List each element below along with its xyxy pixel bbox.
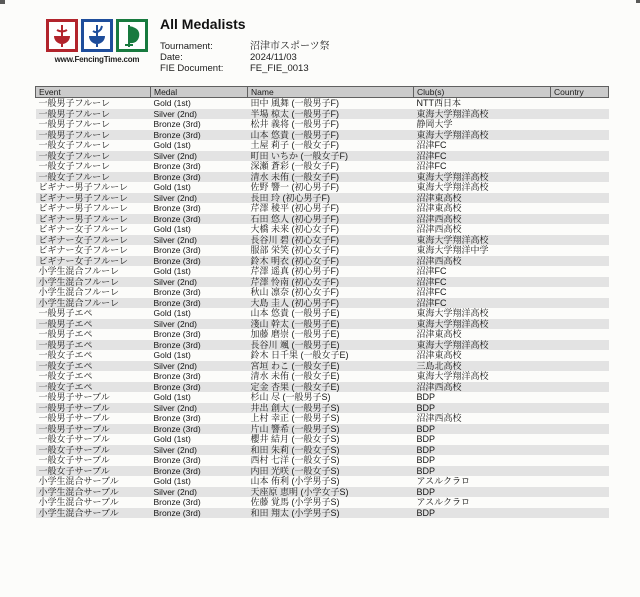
medalists-table-body bbox=[36, 98, 609, 519]
table-cell-name: 土屋 莉子 (一般女子F) bbox=[250, 140, 339, 150]
table-cell-country bbox=[551, 119, 609, 130]
table-cell-medal: Bronze (3rd) bbox=[153, 171, 201, 182]
table-cell-name: 長田 玲 (初心男子F) bbox=[250, 192, 330, 203]
table-cell-country bbox=[551, 224, 609, 235]
foil-mask-icon bbox=[46, 19, 78, 52]
table-cell-medal: Silver (2nd) bbox=[153, 234, 197, 245]
table-cell-event: 一般男子エペ bbox=[38, 329, 93, 339]
table-cell-club: 沼津FC bbox=[416, 276, 447, 287]
table-row bbox=[36, 245, 609, 256]
table-row bbox=[36, 350, 609, 361]
table-cell-medal: Bronze (3rd) bbox=[153, 161, 201, 171]
table-cell-club: BDP bbox=[416, 455, 436, 465]
table-cell-country bbox=[551, 476, 609, 487]
table-cell-medal: Gold (1st) bbox=[153, 140, 191, 150]
table-cell-event: ビギナー女子フルーレ bbox=[38, 224, 128, 234]
table-cell-country bbox=[551, 466, 609, 477]
table-cell-club: 沼津FC bbox=[416, 266, 447, 276]
table-cell-event: 一般男子サーブル bbox=[38, 423, 110, 434]
table-cell-name: 和田 翔太 (小学男子S) bbox=[250, 507, 340, 518]
table-cell-club: BDP bbox=[416, 392, 436, 402]
table-cell-event: ビギナー男子フルーレ bbox=[38, 203, 128, 213]
table-row bbox=[36, 214, 609, 225]
table-cell-name: 芹澤 稜平 (初心男子F) bbox=[250, 203, 339, 213]
table-row bbox=[36, 235, 609, 246]
table-cell-club: 東海大学翔洋高校 bbox=[416, 234, 489, 245]
medalists-table bbox=[35, 86, 609, 518]
sabre-mask-icon bbox=[116, 19, 148, 52]
table-cell-country bbox=[551, 434, 609, 445]
table-row bbox=[36, 361, 609, 372]
table-cell-medal: Bronze (3rd) bbox=[153, 423, 201, 434]
table-cell-country bbox=[551, 235, 609, 246]
table-cell-event: 小学生混合フルーレ bbox=[38, 287, 119, 297]
table-cell-name: 佐野 響一 (初心男子F) bbox=[250, 182, 339, 192]
table-cell-country bbox=[551, 245, 609, 256]
table-cell-medal: Bronze (3rd) bbox=[153, 255, 201, 266]
table-cell-name: 芹澤 怜南 (初心女子F) bbox=[250, 276, 339, 287]
table-row bbox=[36, 319, 609, 330]
table-cell-name: 深瀬 蒼彩 (一般女子F) bbox=[250, 161, 339, 171]
table-cell-name: 杉山 尽 (一般男子S) bbox=[250, 392, 331, 402]
table-header-row bbox=[36, 87, 609, 98]
table-cell-medal: Silver (2nd) bbox=[153, 192, 197, 203]
table-cell-country bbox=[551, 266, 609, 277]
table-cell-event: ビギナー女子フルーレ bbox=[38, 245, 128, 255]
table-cell-medal: Silver (2nd) bbox=[153, 360, 197, 371]
table-cell-name: 大島 圭人 (初心男子F) bbox=[250, 297, 339, 308]
table-cell-event: 小学生混合サーブル bbox=[38, 507, 119, 518]
table-cell-name: 宮垣 わこ (一般女子E) bbox=[250, 360, 340, 371]
table-row bbox=[36, 508, 609, 519]
table-cell-name: 櫻井 結月 (一般女子S) bbox=[250, 434, 340, 444]
table-cell-name: 松井 義将 (一般男子F) bbox=[250, 119, 339, 129]
table-row bbox=[36, 497, 609, 508]
table-cell-medal: Silver (2nd) bbox=[153, 150, 197, 161]
table-row bbox=[36, 98, 609, 109]
table-cell-event: 小学生混合サーブル bbox=[38, 486, 119, 497]
table-cell-medal: Gold (1st) bbox=[153, 350, 191, 360]
logo-squares bbox=[46, 19, 148, 52]
table-cell-club: 沼津西高校 bbox=[416, 224, 462, 234]
table-cell-club: 東海大学翔洋高校 bbox=[416, 308, 489, 318]
table-cell-event: 小学生混合フルーレ bbox=[38, 297, 119, 308]
table-cell-club: 沼津西高校 bbox=[416, 381, 462, 392]
table-cell-club: 東海大学翔洋高校 bbox=[416, 182, 489, 192]
table-row bbox=[36, 308, 609, 319]
info-row-tournament bbox=[160, 41, 330, 52]
table-row bbox=[36, 329, 609, 340]
table-cell-club: BDP bbox=[416, 423, 436, 434]
table-row bbox=[36, 256, 609, 267]
table-cell-event: 小学生混合サーブル bbox=[38, 476, 119, 486]
table-cell-event: ビギナー男子フルーレ bbox=[38, 192, 128, 203]
table-cell-event: ビギナー女子フルーレ bbox=[38, 234, 128, 245]
table-cell-club: 沼津東高校 bbox=[416, 192, 462, 203]
table-cell-country bbox=[551, 214, 609, 225]
table-cell-country bbox=[551, 382, 609, 393]
table-cell-club: BDP bbox=[416, 444, 436, 455]
table-cell-name: 片山 響希 (一般男子S) bbox=[250, 423, 340, 434]
table-cell-name: 和田 朱莉 (一般女子S) bbox=[250, 444, 340, 455]
table-cell-country bbox=[551, 182, 609, 193]
table-cell-club: 沼津FC bbox=[416, 140, 447, 150]
table-cell-medal: Bronze (3rd) bbox=[153, 413, 201, 423]
table-cell-medal: Bronze (3rd) bbox=[153, 507, 201, 518]
table-row bbox=[36, 340, 609, 351]
table-cell-name: 大橋 未来 (初心女子F) bbox=[250, 224, 339, 234]
table-cell-event: ビギナー男子フルーレ bbox=[38, 213, 128, 224]
table-cell-medal: Gold (1st) bbox=[153, 182, 191, 192]
date-value: 2024/11/03 bbox=[250, 52, 297, 63]
table-cell-country bbox=[551, 287, 609, 298]
table-cell-name: 天座原 恵明 (小学女子S) bbox=[250, 486, 349, 497]
date-label: Date: bbox=[160, 52, 183, 63]
table-cell-name: 清水 未侑 (一般女子F) bbox=[250, 171, 339, 182]
table-cell-name: 鈴木 日千果 (一般女子E) bbox=[250, 350, 349, 360]
tournament-label: Tournament: bbox=[160, 41, 213, 52]
table-row bbox=[36, 371, 609, 382]
table-cell-country bbox=[551, 172, 609, 183]
table-cell-country bbox=[551, 361, 609, 372]
table-cell-event: 一般女子フルーレ bbox=[38, 171, 110, 182]
table-cell-country bbox=[551, 319, 609, 330]
table-cell-medal: Bronze (3rd) bbox=[153, 213, 201, 224]
table-cell-club: BDP bbox=[416, 507, 436, 518]
table-cell-medal: Gold (1st) bbox=[153, 98, 191, 108]
report-header bbox=[160, 16, 330, 74]
column-header-name: Name bbox=[248, 87, 414, 98]
table-cell-club: 沼津FC bbox=[416, 297, 447, 308]
table-cell-club: 沼津FC bbox=[416, 161, 447, 171]
column-header-country: Country bbox=[551, 87, 609, 98]
table-cell-country bbox=[551, 350, 609, 361]
column-header-medal: Medal bbox=[151, 87, 248, 98]
table-cell-medal: Bronze (3rd) bbox=[153, 119, 201, 129]
table-cell-name: 町田 いちか (一般女子F) bbox=[250, 150, 348, 161]
table-row bbox=[36, 392, 609, 403]
fie-document-label: FIE Document: bbox=[160, 63, 224, 74]
table-cell-country bbox=[551, 193, 609, 204]
table-cell-event: 小学生混合フルーレ bbox=[38, 276, 119, 287]
table-cell-event: 一般女子サーブル bbox=[38, 434, 110, 444]
table-cell-club: 東海大学翔洋高校 bbox=[416, 371, 489, 381]
table-cell-medal: Gold (1st) bbox=[153, 434, 191, 444]
table-cell-club: 沼津東高校 bbox=[416, 350, 462, 360]
table-row bbox=[36, 382, 609, 393]
table-row bbox=[36, 466, 609, 477]
table-cell-medal: Gold (1st) bbox=[153, 476, 191, 486]
column-header-event: Event bbox=[36, 87, 151, 98]
table-cell-name: 石田 悠人 (初心男子F) bbox=[250, 213, 339, 224]
table-cell-country bbox=[551, 203, 609, 214]
table-cell-country bbox=[551, 277, 609, 288]
table-row bbox=[36, 224, 609, 235]
table-cell-club: 沼津西高校 bbox=[416, 213, 462, 224]
table-cell-club: 東海大学翔洋高校 bbox=[416, 339, 489, 350]
table-cell-event: 一般男子エペ bbox=[38, 308, 93, 318]
table-cell-name: 佐藤 覚馬 (小学男子S) bbox=[250, 497, 340, 507]
table-cell-medal: Silver (2nd) bbox=[153, 318, 197, 329]
table-cell-country bbox=[551, 424, 609, 435]
scan-artifact bbox=[636, 0, 640, 3]
table-cell-country bbox=[551, 298, 609, 309]
table-row bbox=[36, 161, 609, 172]
table-cell-event: 一般女子エペ bbox=[38, 371, 93, 381]
table-cell-event: 一般男子サーブル bbox=[38, 392, 110, 402]
table-cell-club: BDP bbox=[416, 486, 436, 497]
table-row bbox=[36, 130, 609, 141]
table-cell-event: 一般女子フルーレ bbox=[38, 150, 110, 161]
table-cell-event: 一般女子サーブル bbox=[38, 465, 110, 476]
table-cell-medal: Silver (2nd) bbox=[153, 276, 197, 287]
table-cell-country bbox=[551, 497, 609, 508]
table-cell-country bbox=[551, 445, 609, 456]
table-cell-event: ビギナー女子フルーレ bbox=[38, 255, 128, 266]
table-cell-medal: Gold (1st) bbox=[153, 308, 191, 318]
table-cell-club: BDP bbox=[416, 465, 436, 476]
epee-mask-icon bbox=[81, 19, 113, 52]
table-cell-country bbox=[551, 403, 609, 414]
table-cell-medal: Gold (1st) bbox=[153, 224, 191, 234]
table-cell-medal: Silver (2nd) bbox=[153, 402, 197, 413]
table-cell-club: 沼津西高校 bbox=[416, 413, 462, 423]
table-cell-country bbox=[551, 98, 609, 109]
table-cell-event: ビギナー男子フルーレ bbox=[38, 182, 128, 192]
table-cell-club: アスルクラロ bbox=[416, 497, 470, 507]
info-row-fie-document bbox=[160, 63, 330, 74]
table-row bbox=[36, 266, 609, 277]
table-cell-medal: Gold (1st) bbox=[153, 266, 191, 276]
table-row bbox=[36, 182, 609, 193]
table-row bbox=[36, 203, 609, 214]
table-row bbox=[36, 277, 609, 288]
table-row bbox=[36, 287, 609, 298]
table-row bbox=[36, 119, 609, 130]
table-row bbox=[36, 413, 609, 424]
table-row bbox=[36, 151, 609, 162]
table-cell-club: 東海大学翔洋高校 bbox=[416, 318, 489, 329]
table-cell-event: 一般男子エペ bbox=[38, 339, 93, 350]
table-cell-name: 長谷川 颯 (一般男子E) bbox=[250, 339, 340, 350]
table-cell-event: 一般女子エペ bbox=[38, 381, 93, 392]
table-cell-country bbox=[551, 329, 609, 340]
table-cell-event: 一般女子フルーレ bbox=[38, 140, 110, 150]
table-row bbox=[36, 424, 609, 435]
table-cell-event: 一般男子サーブル bbox=[38, 413, 110, 423]
table-cell-country bbox=[551, 151, 609, 162]
table-cell-medal: Bronze (3rd) bbox=[153, 245, 201, 255]
table-cell-club: BDP bbox=[416, 434, 436, 444]
table-cell-name: 芹澤 遥真 (初心男子F) bbox=[250, 266, 339, 276]
table-cell-medal: Bronze (3rd) bbox=[153, 287, 201, 297]
table-row bbox=[36, 445, 609, 456]
table-cell-club: 東海大学翔洋高校 bbox=[416, 108, 489, 119]
table-cell-event: 小学生混合フルーレ bbox=[38, 266, 119, 276]
table-cell-name: 清水 未侑 (一般女子E) bbox=[250, 371, 340, 381]
table-cell-medal: Bronze (3rd) bbox=[153, 455, 201, 465]
table-cell-medal: Bronze (3rd) bbox=[153, 381, 201, 392]
table-cell-name: 山本 侑利 (小学男子S) bbox=[250, 476, 340, 486]
table-cell-name: 山本 悠貴 (一般男子E) bbox=[250, 308, 340, 318]
table-cell-club: BDP bbox=[416, 402, 436, 413]
table-cell-club: 沼津FC bbox=[416, 150, 447, 161]
table-row bbox=[36, 476, 609, 487]
table-cell-medal: Bronze (3rd) bbox=[153, 203, 201, 213]
table-cell-country bbox=[551, 308, 609, 319]
table-cell-country bbox=[551, 140, 609, 151]
table-cell-club: 東海大学翔洋高校 bbox=[416, 171, 489, 182]
table-cell-name: 田中 風舞 (一般男子F) bbox=[250, 98, 339, 108]
table-cell-club: 東海大学翔洋中学 bbox=[416, 245, 489, 255]
table-cell-name: 加藤 磨崇 (一般男子E) bbox=[250, 329, 340, 339]
table-cell-medal: Bronze (3rd) bbox=[153, 297, 201, 308]
column-header-club: Club(s) bbox=[414, 87, 551, 98]
table-cell-club: 沼津西高校 bbox=[416, 255, 462, 266]
tournament-value: 沼津市スポーツ祭 bbox=[250, 41, 330, 52]
table-cell-event: 一般男子エペ bbox=[38, 318, 93, 329]
table-cell-event: 一般女子フルーレ bbox=[38, 161, 110, 171]
table-cell-country bbox=[551, 161, 609, 172]
table-cell-club: 沼津FC bbox=[416, 287, 447, 297]
table-cell-name: 西村 七洋 (一般女子S) bbox=[250, 455, 340, 465]
table-cell-country bbox=[551, 130, 609, 141]
table-cell-country bbox=[551, 256, 609, 267]
table-cell-name: 服部 栄笑 (初心女子F) bbox=[250, 245, 339, 255]
table-cell-club: 静岡大学 bbox=[416, 119, 453, 129]
table-cell-event: 一般男子フルーレ bbox=[38, 98, 110, 108]
table-cell-medal: Silver (2nd) bbox=[153, 108, 197, 119]
table-cell-event: 一般女子エペ bbox=[38, 360, 93, 371]
table-cell-name: 長谷川 碧 (初心女子F) bbox=[250, 234, 339, 245]
table-cell-name: 秋山 凛奈 (初心女子F) bbox=[250, 287, 339, 297]
table-cell-name: 上村 幸正 (一般男子S) bbox=[250, 413, 340, 423]
table-row bbox=[36, 434, 609, 445]
table-cell-event: 一般男子フルーレ bbox=[38, 129, 110, 140]
table-cell-club: 東海大学翔洋高校 bbox=[416, 129, 489, 140]
scan-artifact bbox=[0, 0, 5, 4]
table-cell-name: 内田 光咲 (一般女子S) bbox=[250, 465, 340, 476]
table-cell-country bbox=[551, 487, 609, 498]
info-row-date bbox=[160, 52, 330, 63]
table-cell-event: 一般男子フルーレ bbox=[38, 108, 110, 119]
table-cell-medal: Bronze (3rd) bbox=[153, 329, 201, 339]
table-cell-country bbox=[551, 413, 609, 424]
table-cell-medal: Silver (2nd) bbox=[153, 486, 197, 497]
table-cell-country bbox=[551, 392, 609, 403]
table-cell-name: 井出 創大 (一般男子S) bbox=[250, 402, 340, 413]
table-cell-club: 沼津東高校 bbox=[416, 203, 462, 213]
table-cell-name: 山本 悠貴 (一般男子F) bbox=[250, 129, 339, 140]
table-cell-country bbox=[551, 109, 609, 120]
fencingtime-logo bbox=[46, 19, 148, 64]
logo-url-text: www.FencingTime.com bbox=[54, 55, 140, 64]
table-cell-name: 定金 杏果 (一般女子E) bbox=[250, 381, 340, 392]
table-cell-country bbox=[551, 371, 609, 382]
table-cell-country bbox=[551, 455, 609, 466]
table-cell-event: 一般女子サーブル bbox=[38, 444, 110, 455]
table-cell-event: 一般女子エペ bbox=[38, 350, 93, 360]
fie-document-value: FE_FIE_0013 bbox=[250, 63, 309, 74]
table-row bbox=[36, 403, 609, 414]
table-cell-medal: Bronze (3rd) bbox=[153, 129, 201, 140]
table-row bbox=[36, 193, 609, 204]
table-row bbox=[36, 140, 609, 151]
table-cell-medal: Bronze (3rd) bbox=[153, 465, 201, 476]
table-cell-club: アスルクラロ bbox=[416, 476, 470, 486]
table-cell-medal: Silver (2nd) bbox=[153, 444, 197, 455]
table-cell-name: 半場 椋太 (一般男子F) bbox=[250, 108, 339, 119]
table-cell-club: NTT西日本 bbox=[416, 98, 461, 108]
table-row bbox=[36, 172, 609, 183]
table-cell-event: 一般男子フルーレ bbox=[38, 119, 110, 129]
table-cell-name: 淺山 幹太 (一般男子E) bbox=[250, 318, 340, 329]
table-cell-event: 一般男子サーブル bbox=[38, 402, 110, 413]
table-cell-medal: Gold (1st) bbox=[153, 392, 191, 402]
table-cell-country bbox=[551, 508, 609, 519]
table-cell-country bbox=[551, 340, 609, 351]
table-row bbox=[36, 455, 609, 466]
table-cell-club: 三島北高校 bbox=[416, 360, 462, 371]
table-cell-club: 沼津東高校 bbox=[416, 329, 462, 339]
table-cell-medal: Bronze (3rd) bbox=[153, 339, 201, 350]
table-cell-medal: Bronze (3rd) bbox=[153, 497, 201, 507]
table-row bbox=[36, 487, 609, 498]
table-cell-name: 鈴木 明衣 (初心女子F) bbox=[250, 255, 339, 266]
table-row bbox=[36, 298, 609, 309]
table-cell-event: 小学生混合サーブル bbox=[38, 497, 119, 507]
table-cell-medal: Bronze (3rd) bbox=[153, 371, 201, 381]
table-row bbox=[36, 109, 609, 120]
page-title: All Medalists bbox=[160, 16, 246, 32]
table-cell-event: 一般女子サーブル bbox=[38, 455, 110, 465]
